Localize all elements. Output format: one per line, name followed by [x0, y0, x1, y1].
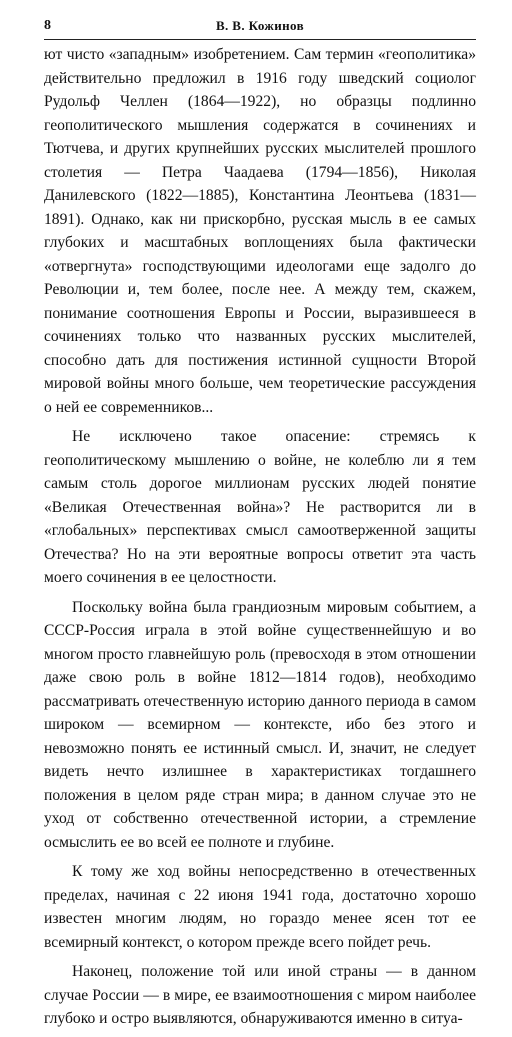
running-head-author: В. В. Кожинов	[215, 18, 305, 33]
paragraph: ют чисто «западным» изобретением. Сам термин «геополитика» действительно предложил в 1916 году шведский социолог Рудольф Челлен (1864—1922), но образцы подлинно геополитического мышления содержатся в сочинениях и Тютчева, и других крупнейших русских мыслителей прошлого столетия — Петра Чаадаева (1794—1856), Николая Данилевского (1822—1885), Константина Леонтьева (1831—1891). Однако, как ни прискорбно, русская мысль в ее самых глубоких и масштабных воплощениях была фактически «отвергнута» господствующими идеологами еще задолго до Революции и, тем более, после нее. А между тем, скажем, понимание соотношения Европы и России, выразившееся в сочинениях только что названных русских мыслителей, способно дать для постижения истинной сущности Второй мировой войны много больше, чем теоретические рассуждения о ней ее современников...	[44, 46, 476, 416]
page-number: 8	[44, 18, 51, 33]
header-rule	[44, 39, 476, 40]
paragraph: Не исключено такое опасение: стремясь к геополитическому мышлению о войне, не колеблю ли я тем самым столь дорогое миллионам русских людей понятие «Великая Отечественная война»? Не растворится ли в «глобальных» перспективах смысл самоотверженной защиты Отечества? Но на эти вероятные вопросы ответит эта часть моего сочинения в ее целостности.	[44, 428, 476, 586]
paragraph: Поскольку война была грандиозным мировым событием, а СССР-Россия играла в этой войне существеннейшую и во многом просто главнейшую роль (превосходя в этом отношении даже свою роль в войне 1812—1814 годов), необходимо рассматривать отечественную историю данного периода в самом широком — всемирном — контексте, ибо без этого и невозможно понять ее истинный смысл. И, значит, не следует видеть нечто излишнее в характеристиках тогдашнего положения в целом ряде стран мира; в данном случае это не уход от собственно отечественной истории, а стремление осмыслить ее во всей ее полноте и глубине.	[44, 598, 476, 851]
body-text	[44, 43, 476, 1037]
paragraph: Наконец, положение той или иной страны — в данном случае России — в мире, ее взаимоотношения с миром наиболее глубоко и остро выявляются, обнаруживаются именно в ситуа-	[44, 963, 476, 1027]
paragraph: К тому же ход войны непосредственно в отечественных пределах, начиная с 22 июня 1941 года, достаточно хорошо известен многим людям, но гораздо менее ясен тот ее всемирный контекст, о котором прежде всего пойдет речь.	[44, 863, 476, 951]
page-header	[44, 17, 476, 37]
